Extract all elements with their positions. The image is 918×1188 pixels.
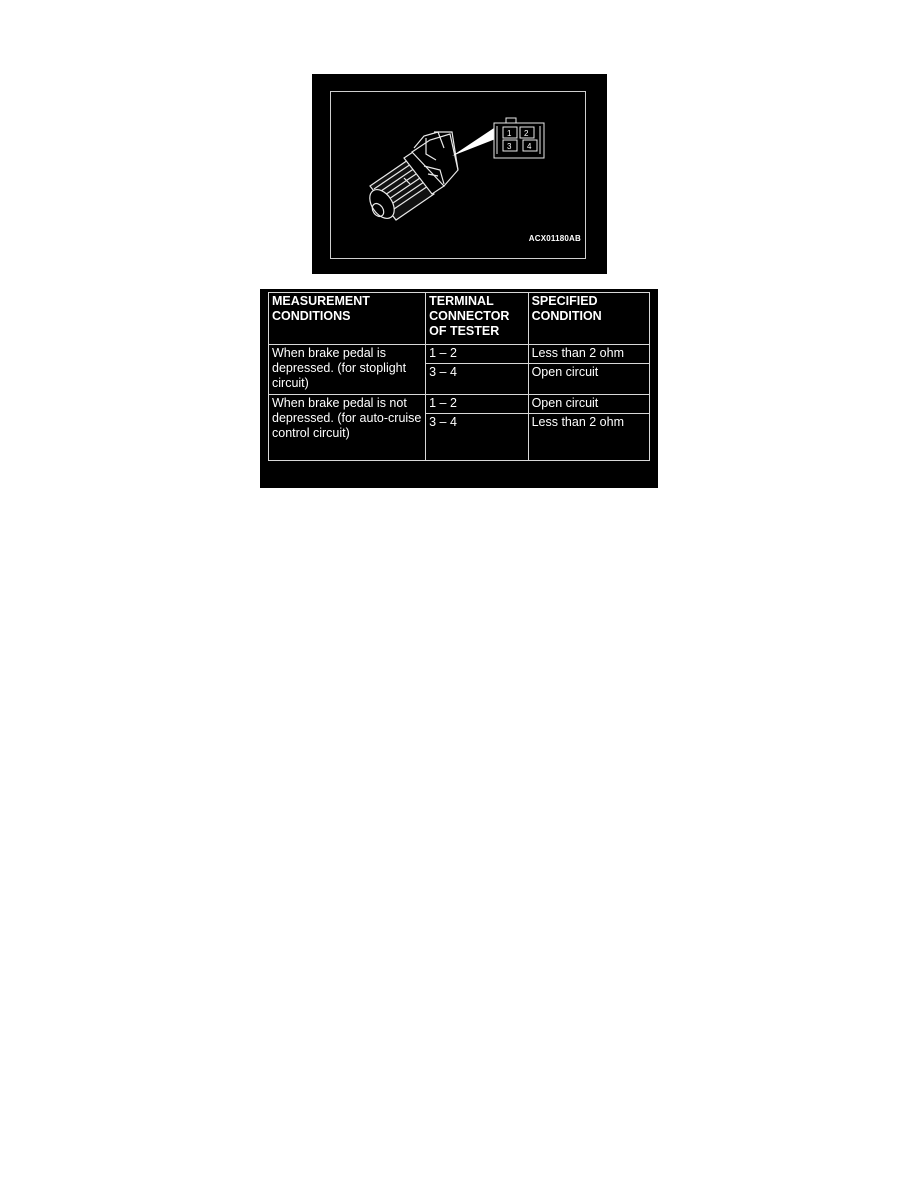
spec-table-container — [260, 289, 658, 488]
terminal-cell: 1 – 2 — [426, 345, 528, 364]
header-specified-condition: SPECIFIED CONDITION — [528, 293, 649, 345]
condition-cell: When brake pedal is depressed. (for stoplight circuit) — [269, 345, 426, 395]
callout-wedge — [452, 128, 498, 156]
switch-body — [365, 132, 458, 223]
connector-face — [494, 118, 544, 158]
terminal-cell: 3 – 4 — [426, 364, 528, 395]
spec-cell: Less than 2 ohm — [528, 345, 649, 364]
table-header-row — [269, 293, 650, 345]
condition-cell: When brake pedal is not depressed. (for auto-cruise control circuit) — [269, 395, 426, 461]
spec-table — [268, 292, 650, 461]
table-row — [269, 395, 650, 414]
switch-illustration — [312, 74, 607, 274]
spec-cell: Open circuit — [528, 395, 649, 414]
terminal-4-label: 4 — [527, 142, 532, 151]
header-measurement-conditions: MEASUREMENT CONDITIONS — [269, 293, 426, 345]
stoplight-switch-drawing — [312, 74, 607, 274]
terminal-2-label: 2 — [524, 129, 529, 138]
header-terminal-connector: TERMINAL CONNECTOR OF TESTER — [426, 293, 528, 345]
spec-cell: Less than 2 ohm — [528, 414, 649, 461]
spec-cell: Open circuit — [528, 364, 649, 395]
terminal-cell: 3 – 4 — [426, 414, 528, 461]
terminal-1-label: 1 — [507, 129, 512, 138]
terminal-3-label: 3 — [507, 142, 512, 151]
table-row — [269, 345, 650, 364]
terminal-cell: 1 – 2 — [426, 395, 528, 414]
figure-code: ACX01180AB — [528, 234, 581, 243]
